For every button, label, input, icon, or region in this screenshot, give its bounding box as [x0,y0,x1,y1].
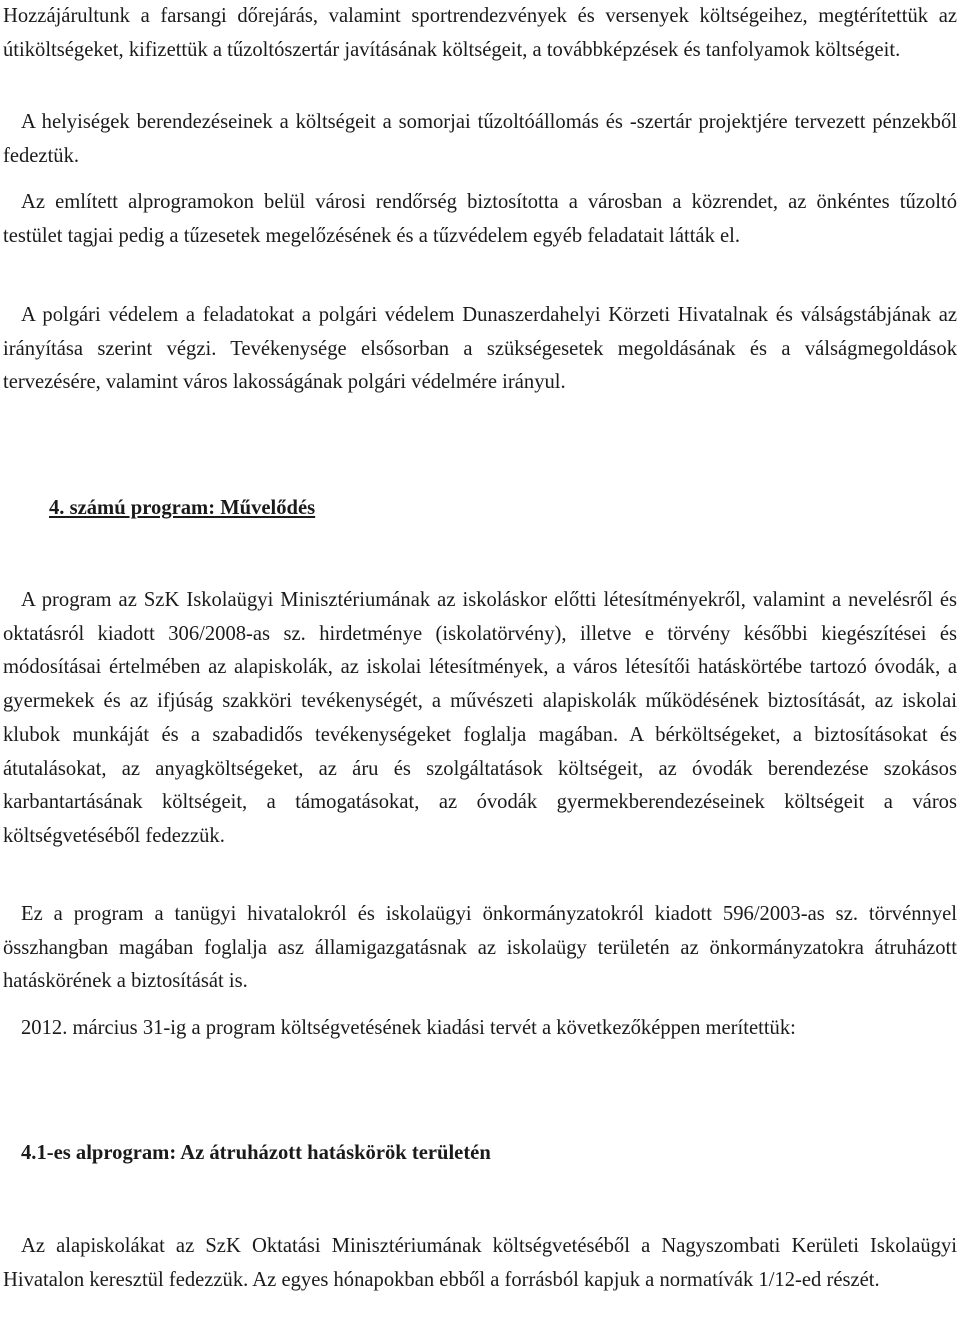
paragraph-program-description: A program az SzK Iskolaügyi Minisztériumának az iskoláskor előtti létesítményekről, valamint a nevelésről és oktatásról kiadott 306/2008-as sz. hirdetménye (iskolatörvény), illetve e törvény későbbi kiegészítései és módosításai értelmében az alapiskolák, az iskolai létesítmények, a város létesítői hatáskörtébe tartozó óvodák, a gyermekek és az ifjúság szakköri tevékenységét, a művészeti alapiskolák működésének biztosítását, az iskolai klubok munkáját és a szabadidős tevékenységeket foglalja magában. A bérköltségeket, a biztosításokat és átutalásokat, az anyagköltségeket, az áru és szolgáltatások költségeit, az óvodák berendezése szokásos karbantartásának költségeit, a támogatásokat, az óvodák gyermekberendezéseinek költségeit a város költségvetéséből fedezzük. [3,589,957,847]
paragraph-police-firefighters: Az említett alprogramokon belül városi rendőrség biztosította a városban a közrendet, az önkéntes tűzoltó testület tagjai pedig a tűzesetek megelőzésének és a tűzvédelem egyéb feladatait látták el. [3,191,957,247]
paragraph-equipment: A helyiségek berendezéseinek a költségeit a somorjai tűzoltóállomás és -szertár projektjére tervezett pénzekből fedeztük. [3,111,957,167]
paragraph-subprogram-funding: Az alapiskolákat az SzK Oktatási Minisztériumának költségvetéséből a Nagyszombati Kerületi Iskolaügyi Hivatalon keresztül fedezzük. Az egyes hónapokban ebből a forrásból kapjuk a normatívák 1/12-ed részét. [3,1235,957,1291]
paragraph-program-law: Ez a program a tanügyi hivatalokról és iskolaügyi önkormányzatokról kiadott 596/2003-as sz. törvénnyel összhangban magában foglalja asz államigazgatásnak az iskolaügy területén az önkormányzatokra átruházott hatáskörének a biztosítását is. [3,903,957,993]
paragraph-expenses: Hozzájárultunk a farsangi dőrejárás, valamint sportrendezvények és versenyek költségeihez, megtérítettük az útiköltségeket, kifizettük a tűzoltószertár javításának költségeit, a továbbképzések és tanfolyamok költségeit. [3,5,957,61]
program-heading: 4. számú program: Művelődés [49,497,316,519]
paragraph-budget-plan: 2012. március 31-ig a program költségvetésének kiadási tervét a következőképpen merítettük: [21,1017,796,1039]
paragraph-civil-defense: A polgári védelem a feladatokat a polgári védelem Dunaszerdahelyi Körzeti Hivatalnak és válságstábjának az irányítása szerint végzi. Tevékenysége elsősorban a szükségesetek megoldásának és a válságmegoldások tervezésére, valamint város lakosságának polgári védelmére irányul. [3,304,957,394]
subprogram-heading: 4.1-es alprogram: Az átruházott hatáskörök területén [21,1142,491,1164]
